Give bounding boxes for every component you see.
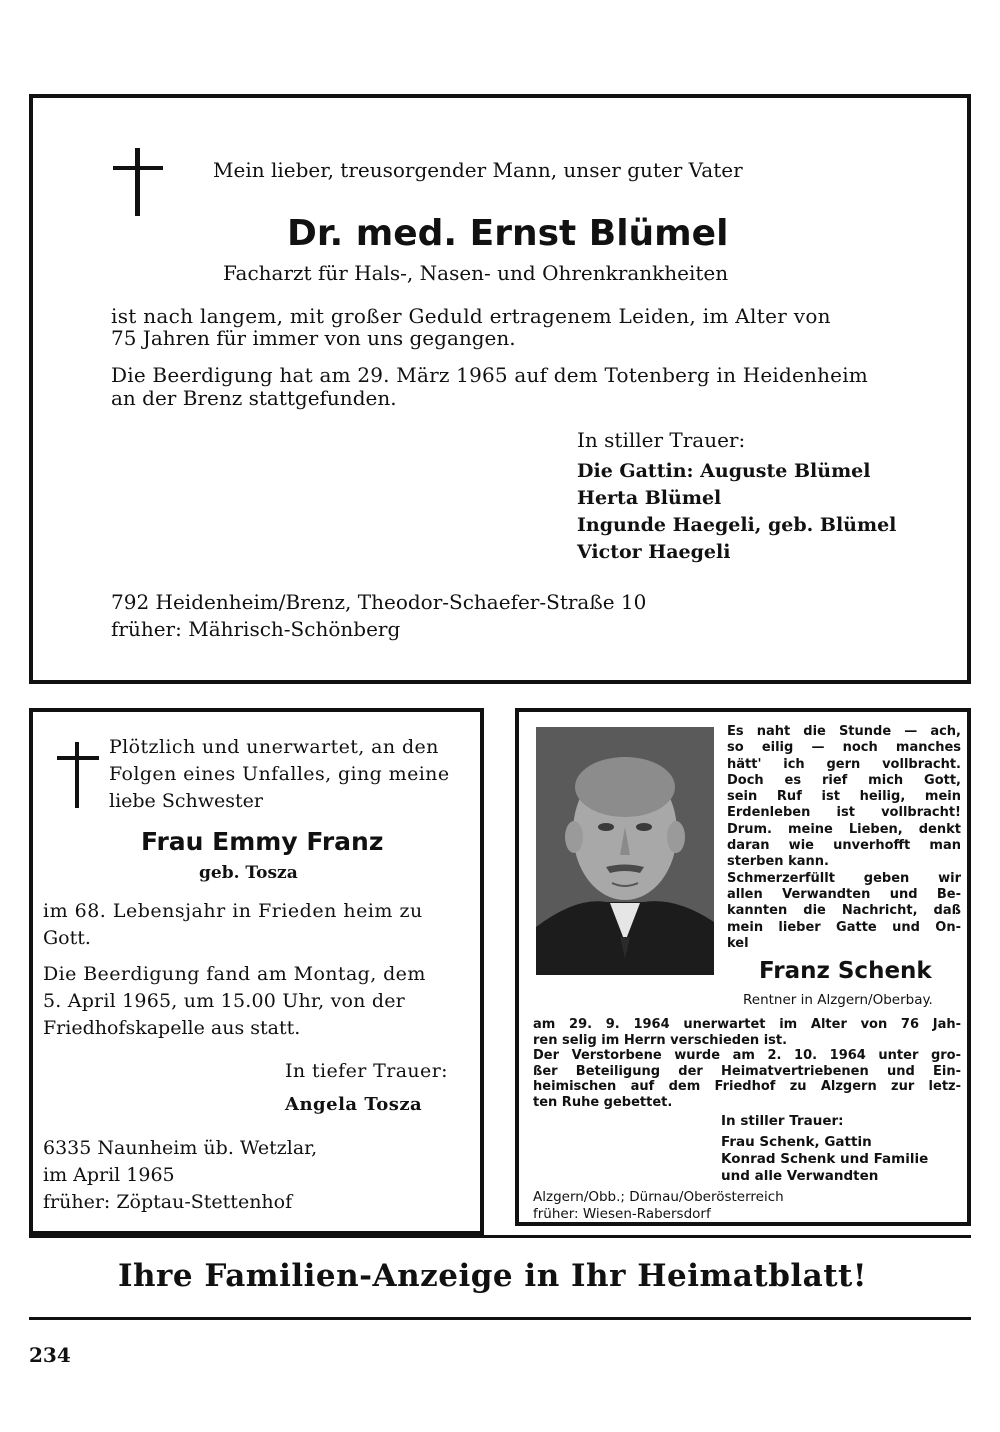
poem-line: mein lieber Gatte und On- — [727, 919, 961, 935]
poem-line: Es naht die Stunde — ach, — [727, 724, 961, 739]
notice1-mourner: Herta Blümel — [577, 487, 722, 509]
slogan: Ihre Familien-Anzeige in Ihr Heimatblatt! — [118, 1258, 867, 1294]
notice1-para2-line1: Die Beerdigung hat am 29. März 1965 auf dem Totenberg in Heidenheim — [111, 363, 868, 387]
body-line: ten Ruhe gebettet. — [533, 1094, 673, 1110]
notice1-address: 792 Heidenheim/Brenz, Theodor-Schaefer-Straße 10 — [111, 590, 647, 614]
cross-icon — [113, 148, 163, 218]
notice2-address-line: 6335 Naunheim üb. Wetzlar, — [43, 1137, 318, 1159]
notice-ernst-bluemel — [29, 94, 971, 684]
notice2-name: Frau Emmy Franz — [141, 827, 384, 856]
footer-rule — [29, 1317, 971, 1320]
notice3-address-line: früher: Wiesen-Rabersdorf — [533, 1206, 711, 1222]
poem-line: Doch es rief mich Gott, — [727, 772, 961, 788]
notice2-para1-line: Gott. — [43, 927, 91, 949]
notice2-mourning-label: In tiefer Trauer: — [285, 1060, 448, 1082]
notice1-former: früher: Mährisch-Schönberg — [111, 617, 401, 641]
notice3-poem — [727, 724, 961, 952]
notice2-para1-line: im 68. Lebensjahr in Frieden heim zu — [43, 900, 423, 922]
notice1-name: Dr. med. Ernst Blümel — [287, 213, 729, 254]
poem-line: sterben kann. — [727, 854, 829, 870]
poem-line: daran wie unverhofft man — [727, 838, 961, 854]
poem-line: so eilig — noch manches — [727, 740, 961, 756]
notice3-mourner-line: und alle Verwandten — [721, 1168, 879, 1184]
notice2-intro-line: Folgen eines Unfalles, ging meine — [109, 763, 450, 785]
notice-franz-schenk — [515, 708, 971, 1226]
notice1-mourner: Die Gattin: Auguste Blümel — [577, 460, 871, 482]
poem-line: hätt' ich gern vollbracht. — [727, 756, 961, 772]
notice1-para2-line2: an der Brenz stattgefunden. — [111, 386, 397, 410]
notice1-mourner: Victor Haegeli — [577, 541, 731, 563]
notice3-name: Franz Schenk — [759, 958, 932, 984]
notice2-para2-line: Die Beerdigung fand am Montag, dem — [43, 963, 426, 985]
notice3-body — [533, 1017, 961, 1111]
notice2-para2-line: 5. April 1965, um 15.00 Uhr, von der — [43, 990, 405, 1012]
poem-line: kel — [727, 935, 749, 951]
poem-line: sein Ruf ist heilig, mein — [727, 789, 961, 805]
notice2-address-line: früher: Zöptau-Stettenhof — [43, 1191, 293, 1213]
notice2-para2-line: Friedhofskapelle aus statt. — [43, 1017, 301, 1039]
body-line: am 29. 9. 1964 unerwartet im Alter von 76 Jah- — [533, 1017, 961, 1032]
cross-icon — [57, 742, 99, 812]
notice3-mourner-line: Frau Schenk, Gattin — [721, 1134, 872, 1150]
page-number: 234 — [29, 1343, 71, 1367]
notice2-maiden: geb. Tosza — [199, 863, 298, 883]
poem-line: Drum. meine Lieben, denkt — [727, 821, 961, 837]
notice1-para1-line1: ist nach langem, mit großer Geduld ertragenem Leiden, im Alter von — [111, 304, 831, 328]
notice3-mourning-label: In stiller Trauer: — [721, 1113, 844, 1129]
poem-line: Erdenleben ist vollbracht! — [727, 805, 961, 821]
notice1-intro: Mein lieber, treusorgender Mann, unser guter Vater — [213, 158, 743, 182]
poem-line: Schmerzerfüllt geben wir — [727, 870, 961, 886]
notice1-para1-line2: 75 Jahren für immer von uns gegangen. — [111, 326, 516, 350]
poem-line: allen Verwandten und Be- — [727, 886, 961, 902]
notice1-mourning-label: In stiller Trauer: — [577, 428, 746, 452]
notice3-mourner-line: Konrad Schenk und Familie — [721, 1151, 929, 1167]
body-line: heimischen auf dem Friedhof zu Alzgern zur letz- — [533, 1079, 961, 1095]
notice2-intro-line: Plötzlich und unerwartet, an den — [109, 736, 439, 758]
notice2-mourner: Angela Tosza — [285, 1094, 423, 1115]
notice1-mourner: Ingunde Haegeli, geb. Blümel — [577, 514, 897, 536]
body-line: ßer Beteiligung der Heimatvertriebenen und Ein- — [533, 1063, 961, 1079]
notice2-intro-line: liebe Schwester — [109, 790, 263, 812]
divider — [29, 1235, 971, 1238]
portrait-photo — [536, 727, 714, 975]
body-line: Der Verstorbene wurde am 2. 10. 1964 unter gro- — [533, 1048, 961, 1064]
notice3-address-line: Alzgern/Obb.; Dürnau/Oberösterreich — [533, 1189, 784, 1205]
body-line: ren selig im Herrn verschieden ist. — [533, 1032, 788, 1048]
notice1-profession: Facharzt für Hals-, Nasen- und Ohrenkrankheiten — [223, 261, 729, 285]
poem-line: kannten die Nachricht, daß — [727, 903, 961, 919]
notice-emmy-franz — [29, 708, 484, 1235]
portrait-icon — [536, 727, 714, 975]
notice2-address-line: im April 1965 — [43, 1164, 175, 1186]
notice3-occupation: Rentner in Alzgern/Oberbay. — [743, 992, 933, 1008]
